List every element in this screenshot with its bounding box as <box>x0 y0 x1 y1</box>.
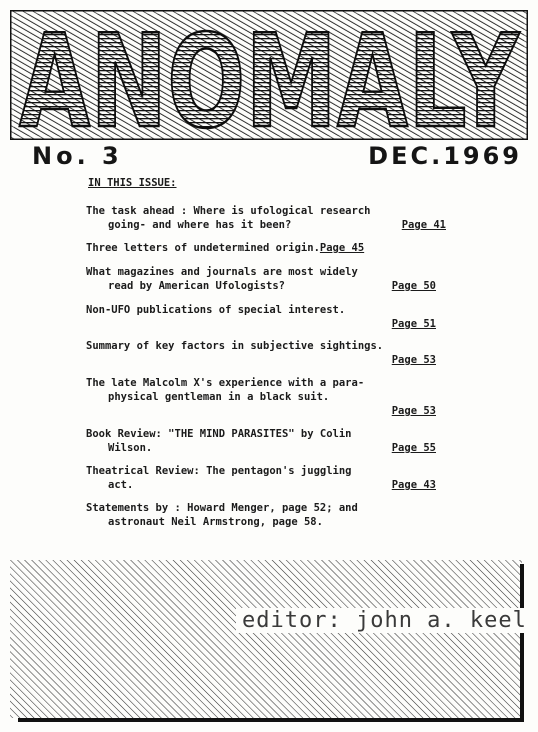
contents-item-subtitle: going- and where has it been? <box>108 219 292 231</box>
contents-item <box>86 241 458 255</box>
issue-row <box>32 142 522 172</box>
contents-heading: IN THIS ISSUE: <box>88 177 177 189</box>
footer-hatch-graphic <box>10 560 528 724</box>
footer-hatch <box>10 560 522 718</box>
contents-item-page: Page 55 <box>391 442 436 454</box>
contents-item <box>86 427 458 455</box>
contents-item-page: Page 45 <box>319 242 365 254</box>
contents-item-subtitle: read by American Ufologists? <box>108 280 286 292</box>
contents-item-title: What magazines and journals are most widely <box>86 266 358 278</box>
editor-credit: editor: john a. keel <box>236 608 533 633</box>
contents-item-title: Three letters of undetermined origin.Page 45 <box>86 242 365 254</box>
contents-item-page: Page 53 <box>391 354 436 366</box>
contents-item-title: Summary of key factors in subjective sightings. <box>86 340 384 352</box>
contents-item-page: Page 50 <box>391 280 436 292</box>
masthead-title: ANOMALY <box>19 10 520 140</box>
contents-item-title: The task ahead : Where is ufological research <box>86 205 371 217</box>
contents-item-title: The late Malcolm X's experience with a para- <box>86 377 365 389</box>
footer-band <box>10 560 528 724</box>
contents-item <box>86 204 458 232</box>
contents-item <box>86 303 458 331</box>
contents-item-subtitle: Wilson. <box>108 442 153 454</box>
contents-item <box>86 376 458 418</box>
contents-item-subtitle: astronaut Neil Armstrong, page 58. <box>108 516 323 528</box>
contents-item-title: Non-UFO publications of special interest. <box>86 304 346 316</box>
masthead-graphic <box>10 10 528 140</box>
contents-item-subtitle: physical gentleman in a black suit. <box>108 391 330 403</box>
contents-item-page: Page 41 <box>401 219 446 231</box>
contents-item <box>86 501 458 529</box>
contents-item <box>86 265 458 293</box>
contents-item-page: Page 43 <box>391 479 436 491</box>
contents-item <box>86 464 458 492</box>
issue-date: DEC.1969 <box>368 142 522 170</box>
issue-number: No. 3 <box>32 142 123 170</box>
contents-item-page: Page 51 <box>391 318 436 330</box>
contents-item <box>86 339 458 367</box>
contents-list <box>86 204 458 529</box>
contents-item-title: Theatrical Review: The pentagon's juggling <box>86 465 352 477</box>
masthead <box>10 10 528 140</box>
contents-item-page: Page 53 <box>391 405 436 417</box>
contents-item-title: Book Review: "THE MIND PARASITES" by Colin <box>86 428 352 440</box>
contents-item-title: Statements by : Howard Menger, page 52; and <box>86 502 358 514</box>
contents-item-subtitle: act. <box>108 479 134 491</box>
